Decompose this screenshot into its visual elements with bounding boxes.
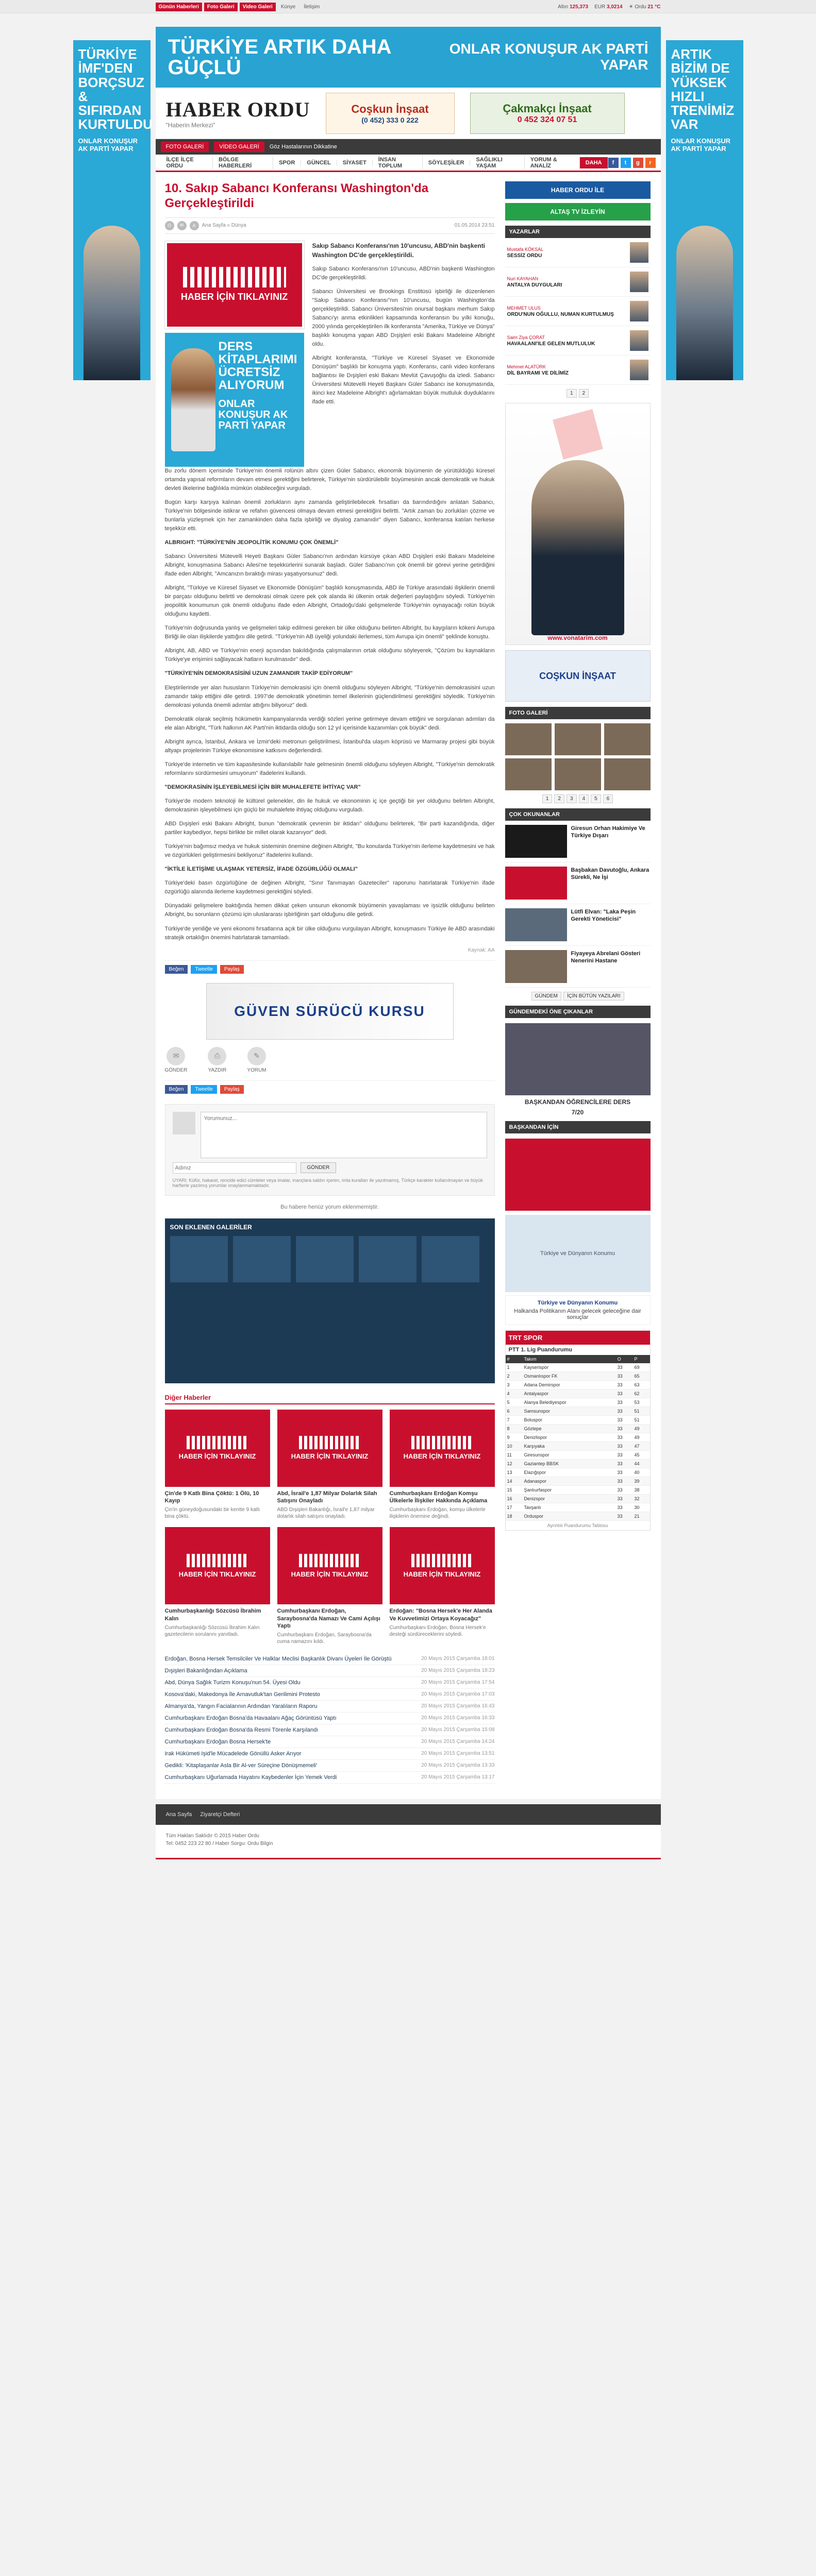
article-paragraph: Eleştirilerinde yer alan hususların Türkiye'nin demokrasisi için önemli olduğunu söyleyen Albright, "Türkiye'nin demokrasisini uzun zamandır takip ettiğini dile getirdi. 1997'de demokratik yönetimin temel ilkelerinin güçlendirilmesi gerektiğini söyledik. Türkiye'nin demokrasi yolunda önemli adımlar attığını biliyoruz" dedi.: [164, 684, 495, 708]
table-cell: 49: [633, 1433, 650, 1442]
table-cell: Kayserispor: [522, 1363, 615, 1372]
author-item[interactable]: Saim Ziya ÇORAT HAVAALANI'ILE GELEN MUTLULUK: [505, 326, 651, 355]
ad-url: www.vonatarim.com: [547, 634, 608, 641]
table-cell: 15: [506, 1486, 523, 1495]
table-cell: 11: [506, 1451, 523, 1460]
table-cell: 47: [633, 1442, 650, 1451]
featured-title: BAŞKANDAN ÖĞRENCİLERE DERS: [524, 1098, 631, 1106]
table-cell: 38: [633, 1486, 650, 1495]
site-header: [156, 88, 661, 139]
article-paragraph: Türkiye'de internetin ve tüm kapasitesinde kullanılabilir hale gelmesinin önemli olduğunu söyleyen Albright, "Türkiye'nin demokratik reformlarını sürdürmesini umuyorum" ifadelerini kullandı.: [164, 761, 495, 776]
other-news: [165, 1394, 495, 1784]
table-cell: 2: [506, 1372, 523, 1381]
sidebar-tv-ad[interactable]: HABER ORDU İLE: [505, 181, 651, 199]
table-row: [506, 1372, 650, 1381]
table-cell: 33: [616, 1486, 633, 1495]
list-item[interactable]: Kosova'daki, Makedonya İle Arnavutluk'tan Gerilimini Protesto 20 Mayıs 2015 Çarşamba 17:03: [165, 1689, 495, 1701]
table-cell: 3: [506, 1381, 523, 1389]
table-row: [506, 1381, 650, 1389]
table-cell: 33: [616, 1372, 633, 1381]
right-skyscraper-ad[interactable]: [666, 40, 743, 380]
list-item[interactable]: Dışişleri Bakanlığından Açıklama 20 Mayıs 2015 Çarşamba 18:23: [165, 1665, 495, 1677]
other-news-title: Diğer Haberler: [165, 1394, 495, 1404]
league-title: PTT 1. Lig Puandurumu: [508, 1347, 572, 1353]
nav-item-insan[interactable]: İNSAN TOPLUM: [373, 157, 423, 169]
tweet-button[interactable]: Tweetle: [191, 965, 217, 974]
table-cell: 33: [616, 1433, 633, 1442]
table-cell: Şanlıurfaspor: [522, 1486, 615, 1495]
site-logo[interactable]: HABER ORDU "Haberin Merkezi": [165, 98, 310, 129]
table-cell: 33: [616, 1381, 633, 1389]
table-cell: Karşıyaka: [522, 1442, 615, 1451]
printer-icon: ⎙: [208, 1047, 226, 1065]
table-cell: 33: [616, 1416, 633, 1425]
submit-comment-button[interactable]: GÖNDER: [301, 1162, 337, 1173]
table-cell: 4: [506, 1389, 523, 1398]
nav-item-bolge[interactable]: BÖLGE HABERLERİ: [213, 157, 273, 169]
info-box: Türkiye ve Dünyanın Konumu Halkanda Politikanın Alanı gelecek geleceğine dair sonuçlar: [505, 1295, 651, 1325]
social-icons: [608, 158, 656, 168]
comment-icon: ✎: [247, 1047, 266, 1065]
most-read-heading: ÇOK OKUNANLAR: [505, 808, 651, 821]
table-cell: 49: [633, 1425, 650, 1433]
send-action[interactable]: ✉ GÖNDER: [165, 1047, 188, 1073]
table-cell: Gaziantep BBSK: [522, 1460, 615, 1468]
table-cell: 9: [506, 1433, 523, 1442]
table-cell: 63: [633, 1381, 650, 1389]
barcode-graphic: [183, 267, 286, 287]
top-banner-ad[interactable]: [156, 27, 661, 88]
left-skyscraper-ad[interactable]: [73, 40, 151, 380]
table-cell: 33: [616, 1451, 633, 1460]
article-paragraph: ABD Dışişleri eski Bakanı Albright, bunun "demokratik çevrenin bir iktidarı" olduğunu belirterek, "Bir parti kazandığında, diğer partiler kaybediyor, hepsi birlikte bir millet olarak kazanıyor" dedi.: [164, 821, 495, 836]
featured-photo[interactable]: [505, 1023, 651, 1095]
table-row: [506, 1407, 650, 1416]
table-row: [506, 1468, 650, 1477]
table-cell: Boluspor: [522, 1416, 615, 1425]
list-item[interactable]: Erdoğan, Bosna Hersek Temsilciler Ve Halklar Meclisi Başkanlık Divanı Üyeleri İle Görüştü 20 Mayıs 2015 Çarşamba 18:01: [165, 1653, 495, 1665]
table-cell: 53: [633, 1398, 650, 1407]
euro-rate: EUR 3,0214: [594, 4, 623, 10]
article-subheading: "İKTİLE İLETİŞİME ULAŞMAK YETERSİZ, İFADE ÖZGÜRLÜĞÜ OLMALI": [164, 866, 358, 873]
table-cell: 62: [633, 1389, 650, 1398]
table-cell: 51: [633, 1407, 650, 1416]
avatar: [630, 360, 648, 380]
table-cell: 33: [616, 1398, 633, 1407]
news-card[interactable]: HABER İÇİN TIKLAYINIZ Erdoğan: "Bosna Hersek'e Her Alanda Ve Kuvvetimizi Ortaya Koyacağız" Cumhurbaşkanı Erdoğan, Bosna Hersek'e desteği sürdüreceklerini söyledi.: [390, 1527, 495, 1645]
article-paragraph: Sabancı Üniversitesi ve Brookings Enstitüsü işbirliği ile düzenlenen "Sakıp Sabancı Konferansı"nın 10'uncusu, bugün Washington'da gerçekleştirildi. Sabancı Üniversitesi'nin onursal başkanı merhum Sakıp Sabancı'yı anma etkinlikleri kapsamında konferansın bu yılki konuğu, 2000 yılında gerçekleştirilen ilk konferansta "Amerika, Türkiye ve Dünya" başlıklı konuşma yapan ABD Dışişleri eski Bakanı Madeleine Albright oldu.: [312, 288, 495, 347]
article-source: Kaynak: AA: [468, 947, 495, 953]
league-brand: TRT SPOR: [506, 1331, 650, 1345]
nav-item-ilce[interactable]: İLÇE İLÇE ORDU: [161, 157, 213, 169]
driving-school-ad[interactable]: GÜVEN SÜRÜCÜ KURSU: [206, 983, 454, 1040]
list-item[interactable]: Almanya'da, Yangın Facialarının Ardından Yaralıların Raporu 20 Mayıs 2015 Çarşamba 16:43: [165, 1701, 495, 1713]
header-ad-cakmakci[interactable]: Çakmakçı İnşaat 0 452 324 07 51: [470, 93, 625, 134]
map-image[interactable]: Türkiye ve Dünyanın Konumu: [505, 1215, 651, 1292]
latest-galleries: [165, 1218, 495, 1383]
article-paragraph: Albright konferansta, "Türkiye ve Küresel Siyaset ve Ekonomide Dönüşüm" başlıklı bir konuşma yaptı. Konferansı, canlı video konferans bağlantısı ile Dışişleri eski Bakanı Mevlüt Çavuşoğlu da izledi. Sabancı Üniversitesi Mütevelli Heyeti Başkanı Güler Sabancı ise konuşmasında, ikinci kez Madeleine Albright'ı ağırlamaktan büyük mutluluk duyduklarını ifade etti.: [312, 355, 495, 405]
article-paragraph: Albright ayrıca, İstanbul, Ankara ve İzmir'deki metronun geliştirilmesi, İstanbul'da ulaşım köprüsü ve Marmaray projesi gibi büyük altyapı projelerinin Türkiye ekonomisine katkısını değerlendirdi.: [164, 738, 495, 754]
sidebar: [505, 181, 651, 1784]
table-cell: 5: [506, 1398, 523, 1407]
table-cell: 69: [633, 1363, 650, 1372]
nav-item-spor[interactable]: SPOR: [273, 160, 301, 166]
avatar: [630, 272, 648, 292]
table-cell: Giresunspor: [522, 1451, 615, 1460]
news-click-ad[interactable]: HABER İÇİN TIKLAYINIZ: [165, 241, 304, 329]
photo-gallery-link[interactable]: FOTO GALERİ: [161, 142, 209, 152]
map-heading: BAŞKANDAN İÇİN: [505, 1121, 651, 1133]
news-card[interactable]: HABER İÇİN TIKLAYINIZ Cumhurbaşkanı Erdoğan Komşu Ülkelerle İlişkiler Hakkında Açıklama Cumhurbaşkanı Erdoğan, komşu ülkelerle ilişkilerin önemine değindi.: [390, 1410, 495, 1520]
table-cell: 30: [633, 1503, 650, 1512]
article-subheading: "TÜRKİYE'NİN DEMOKRASİSİNİ UZUN ZAMANDIR TAKİP EDİYORUM": [164, 670, 353, 677]
table-cell: 40: [633, 1468, 650, 1477]
photo-thumb[interactable]: [604, 758, 651, 790]
page-button[interactable]: 1: [542, 794, 553, 803]
most-read-nav: [505, 992, 651, 1001]
article-subheading: ALBRIGHT: "TÜRKİYE'NİN JEOPOLİTİK KONUMU ÇOK ÖNEMLİ": [164, 539, 339, 546]
right-ad-slogan: ONLAR KONUŞUR AK PARTİ YAPAR: [671, 137, 731, 153]
table-row: [506, 1363, 650, 1372]
footer-link-guestbook[interactable]: Ziyaretçi Defteri: [200, 1811, 240, 1818]
table-cell: 21: [633, 1512, 650, 1521]
sun-icon: ☀: [628, 4, 634, 10]
table-row: [506, 1451, 650, 1460]
table-cell: 13: [506, 1468, 523, 1477]
table-cell: 44: [633, 1460, 650, 1468]
google-plus-icon[interactable]: g: [633, 158, 643, 168]
table-cell: 7: [506, 1416, 523, 1425]
table-cell: 33: [616, 1477, 633, 1486]
table-cell: 14: [506, 1477, 523, 1486]
right-ad-headline: ARTIK BİZİM DE YÜKSEK HIZLI TRENİMİZ VAR: [671, 46, 735, 132]
page-button[interactable]: 6: [603, 794, 613, 803]
table-cell: 33: [616, 1407, 633, 1416]
page-button[interactable]: 5: [591, 794, 601, 803]
nav-item-guncel[interactable]: GÜNCEL: [301, 160, 337, 166]
list-item[interactable]: Cumhurbaşkanı Erdoğan Bosna'da Havaalanı Ağaç Görüntüsü Yaptı 20 Mayıs 2015 Çarşamba 16:33: [165, 1713, 495, 1724]
article-top: [165, 241, 495, 467]
article-actions: [165, 1047, 495, 1073]
table-row: [506, 1389, 650, 1398]
article-paragraph: Sakıp Sabancı Konferansı'nın 10'uncusu, ABD'nin başkenti Washington DC'de gerçekleştirildi.: [312, 265, 495, 281]
comment-rules: UYARI: Küfür, hakaret, rencide edici cümleler veya imalar, inançlara saldırı içeren, imla kuralları ile yazılmamış, Türkçe karakter kullanılmayan ve büyük harflerle yazılmış yorumlar onaylanmamaktadır.: [172, 1177, 483, 1188]
article-paragraph: Türkiye'nin bağımsız medya ve hukuk sisteminin önemine değinen Albright, "Bu konularda Türkiye'nin ilerleme kaydetmesini ve hak ve özgürlükleri geliştirmesini bekliyoruz" ifadelerini kullandı.: [164, 843, 495, 859]
topbar-link-contact[interactable]: İletişim: [304, 4, 320, 10]
sidebar-coskun-ad[interactable]: COŞKUN İNŞAAT: [505, 650, 651, 702]
photo-thumb[interactable]: [604, 723, 651, 755]
banner-right-text: ONLAR KONUŞUR AK PARTİ YAPAR: [449, 41, 648, 73]
article-paragraph: Bugün karşı karşıya kalınan önemli zorlukların aynı zamanda geliştirilebilecek fırsatları da barındırdığını anlatan Sabancı, Türkiye'nin bölgesinde istikrar ve refahın güvencesi olmaya devam etmesi gerektiğini belirtti. "Artık zaman bu zorlukları çözme ve bunlarla yüzleşmek için her zamankinden daha fazla işbirliği ve diyalog zamanıdır" diyen Sabancı, konferansa katılan herkese teşekkür etti.: [164, 499, 495, 532]
table-cell: 12: [506, 1460, 523, 1468]
table-cell: 33: [616, 1442, 633, 1451]
table-cell: 33: [616, 1468, 633, 1477]
gallery-thumb[interactable]: [422, 1236, 479, 1282]
table-cell: 33: [616, 1512, 633, 1521]
author-item[interactable]: Mehmet ALATÜRK DİL BAYRAMI VE DİLİMİZ: [505, 355, 651, 385]
author-item[interactable]: Nuri KAYAHAN ANTALYA DUYGULARI: [505, 267, 651, 297]
table-cell: Denizspor: [522, 1495, 615, 1503]
page-content: [156, 172, 661, 1799]
table-row: [506, 1416, 650, 1425]
share-button[interactable]: Paylaş: [220, 965, 244, 974]
list-item[interactable]: Abd, Dünya Sağlık Turizm Konuşu'nun 54. Üyesi Oldu 20 Mayıs 2015 Çarşamba 17:54: [165, 1677, 495, 1689]
article-paragraph: Dünyadaki gelişmelere baktığında hemen dikkat çeken unsurun ekonomik büyümenin yavaşlaması ve işsizlik olduğunu belirten Albright, bu sorunların çözümü için uluslararası işbirliğinin şart olduğunu dile getirdi.: [164, 903, 495, 918]
table-cell: Orduspor: [522, 1512, 615, 1521]
article-paragraph: Türkiye'deki basın özgürlüğüne de değinen Albright, "Sınır Tanımayan Gazeteciler" raporunu hatırlatarak Türkiye'nin ifade özgürlüğü alanında ilerleme kaydetmesi gerektiğini söyledi.: [164, 880, 495, 895]
footer-info: [156, 1825, 661, 1859]
contact-info: Tel: 0452 223 22 80 / Haber Sorgu: Ordu Bilgin: [165, 1841, 273, 1847]
font-size-icon[interactable]: A: [190, 221, 199, 230]
left-ad-headline: TÜRKİYE İMF'DEN BORÇSUZ & SIFIRDAN KURTULDU: [78, 46, 153, 132]
photo-thumb[interactable]: [505, 723, 552, 755]
table-row: [506, 1442, 650, 1451]
mail-icon[interactable]: ✉: [177, 221, 187, 230]
print-icon[interactable]: ⎙: [165, 221, 174, 230]
news-card[interactable]: HABER İÇİN TIKLAYINIZ Çin'de 9 Katlı Bina Çöktü: 1 Ölü, 10 Kayıp Çin'in güneydoğusundaki bir kentte 9 katlı bina çöktü.: [165, 1410, 270, 1520]
table-cell: 33: [616, 1503, 633, 1512]
party-logo: [553, 409, 603, 460]
table-cell: 6: [506, 1407, 523, 1416]
league-table: TRT SPOR PTT 1. Lig Puandurumu # Takım O P 1 Kayserispor 33 69 2 Osmanlıspor FK 33 65 3 Adana Demirspor 33 63 4 Antalyaspor 33 62 5 Alanya Belediyespor 33 53 6 Samsunspor 33 51 7 Boluspor 33 51 8 Göztepe 33 49 9 Denizlispor 33 49 10 Karşıyaka 33 47 11 Giresunspor 33 45 12 Gaziantep BBSK 33 44 13 Elazığspor 33 40 14 Adanaspor 33 39 15 Şanlıurfaspor 33 38 16 Denizspor 33 32 17 Tavşanlı 33 30 18 Orduspor 33 21 Ayrıntılı Puandurumu Tablosu: [505, 1330, 651, 1531]
gallery-thumb[interactable]: [170, 1236, 228, 1282]
topbar-link-photo[interactable]: Foto Galeri: [204, 3, 238, 11]
table-cell: Osmanlıspor FK: [522, 1372, 615, 1381]
gallery-title: SON EKLENEN GALERİLER: [170, 1223, 252, 1231]
facebook-like-button[interactable]: Beğen: [165, 965, 188, 974]
featured-heading: GÜNDEMDEKİ ÖNE ÇIKANLAR: [505, 1006, 651, 1018]
most-read-item[interactable]: Lütfi Elvan: "Laka Peşin Gerekti Yöneticisi": [505, 904, 651, 946]
article-paragraph: Sabancı Üniversitesi Mütevelli Heyeti Başkanı Güler Sabancı'nın ardından kürsüye çıkan ABD Dışişleri eski Bakanı Madeleine Albright, konuşmasına Sabancı Ailesi'ne teşekkürlerini sunarak başladı. Güler Sabancı'nın çok önemli bir görevi yerine getirdiğini ifade eden Albright, "Amcanızın bıraktığı mirası yaşatıyorsunuz" dedi.: [164, 553, 495, 578]
page-button[interactable]: 3: [567, 794, 577, 803]
article-paragraph: Demokratik olarak seçilmiş hükümetin kampanyalarında verdiği sözleri yerine getirmeye devam ettiğini ve sorgulanan adımları da ele alan Albright, "Türk halkının AK Parti'nin iktidarda olduğu son 12 yıl içerisinde kazanımları çok büyük" dedi.: [164, 716, 495, 731]
tweet-button[interactable]: Tweetle: [191, 1085, 217, 1094]
politician-photo: [531, 460, 624, 635]
table-row: [506, 1433, 650, 1442]
table-cell: 51: [633, 1416, 650, 1425]
most-read-item[interactable]: Giresun Orhan Hakimiye Ve Türkiye Dışarı: [505, 821, 651, 862]
most-read-item[interactable]: Fiyayeya Abrelani Gösteri Nenerini Hastane: [505, 946, 651, 988]
table-cell: 17: [506, 1503, 523, 1512]
nav-item-soylesi[interactable]: SÖYLEŞİLER: [423, 160, 471, 166]
textbook-ad[interactable]: DERS KİTAPLARIMI ÜCRETSİZ ALIYORUM ONLAR KONUŞUR AK PARTİ YAPAR: [165, 333, 304, 467]
table-row: [506, 1495, 650, 1503]
article-date: 01.05.2014 23:51: [454, 223, 495, 229]
table-cell: 39: [633, 1477, 650, 1486]
news-ticker[interactable]: Göz Hastalarının Dikkatine: [269, 144, 337, 150]
table-cell: 33: [616, 1363, 633, 1372]
comment-textarea[interactable]: [201, 1112, 487, 1158]
facebook-like-button[interactable]: Beğen: [165, 1085, 188, 1094]
page-button[interactable]: 2: [579, 389, 589, 398]
table-cell: 33: [616, 1495, 633, 1503]
share-button[interactable]: Paylaş: [220, 1085, 244, 1094]
table-row: [506, 1477, 650, 1486]
table-cell: Elazığspor: [522, 1468, 615, 1477]
list-item[interactable]: Irak Hükümeti Işid'le Mücadelede Gönüllü Asker Arıyor 20 Mayıs 2015 Çarşamba 13:51: [165, 1748, 495, 1760]
table-cell: 45: [633, 1451, 650, 1460]
name-input[interactable]: [173, 1162, 296, 1174]
table-row: [506, 1398, 650, 1407]
share-bar: [165, 960, 495, 978]
facebook-icon[interactable]: f: [608, 158, 619, 168]
main-column: [165, 181, 495, 1784]
article-paragraph: Türkiye'de modern teknoloji ile kültürel gelenekler, din ile hukuk ve ekonominin iç içe geçtiği bir yer olduğunu belirten Albright, demokrasinin işleyebilmesi için güçlü bir muhalefete ihtiyaç olduğunu vurguladı.: [164, 798, 495, 814]
table-cell: 1: [506, 1363, 523, 1372]
page-button[interactable]: 4: [579, 794, 589, 803]
photo-gallery-heading: FOTO GALERİ: [505, 707, 651, 719]
table-cell: 65: [633, 1372, 650, 1381]
nav-item-more[interactable]: DAHA: [580, 157, 608, 168]
table-cell: 33: [616, 1460, 633, 1468]
photo-thumb[interactable]: [505, 758, 552, 790]
article-title: 10. Sakıp Sabancı Konferansı Washington'da Gerçekleştirildi: [164, 181, 429, 210]
student-photo: [171, 348, 215, 451]
most-read-item[interactable]: Başbakan Davutoğlu, Ankara Sürekli, Ne İşi: [505, 862, 651, 904]
table-row: [506, 1460, 650, 1468]
left-ad-slogan: ONLAR KONUŞUR AK PARTİ YAPAR: [78, 137, 138, 153]
footer-nav: [156, 1804, 661, 1825]
gallery-thumb[interactable]: [296, 1236, 354, 1282]
topbar-link-video[interactable]: Video Galeri: [240, 3, 276, 11]
authors-pager: [505, 389, 651, 398]
twitter-icon[interactable]: t: [621, 158, 631, 168]
table-cell: 33: [616, 1425, 633, 1433]
article-paragraph: Albright, AB, ABD ve Türkiye'nin enerji açısından bakıldığında çalışmalarının ortak olduğunu söyleyerek, "Çözüm bu kaynakların Türkiye'ye erişimini sağlayacak hatların kurulmasıdır" dedi.: [164, 648, 495, 663]
article-lead: Sakıp Sabancı Konferansı'nın 10'uncusu, ABD'nin başkenti Washington DC'de gerçekleştirildi.: [312, 242, 486, 259]
gallery-thumb[interactable]: [233, 1236, 291, 1282]
table-cell: Alanya Belediyespor: [522, 1398, 615, 1407]
prev-button[interactable]: GÜNDEM: [531, 992, 561, 1001]
topbar-link-daily[interactable]: Günün Haberleri: [156, 3, 202, 11]
news-card[interactable]: HABER İÇİN TIKLAYINIZ Cumhurbaşkanı Erdoğan, Saraybosna'da Namazı Ve Cami Açılışı Yaptı Cumhurbaşkanı Erdoğan, Saraybosna'da cuma namazını kıldı.: [277, 1527, 382, 1645]
nav-item-saglik[interactable]: SAĞLIKLI YAŞAM: [470, 157, 524, 169]
weather-info: ☀ Ordu 21 °C: [628, 4, 661, 10]
table-cell: 16: [506, 1495, 523, 1503]
nav-item-yorum[interactable]: YORUM & ANALİZ: [525, 157, 580, 169]
banner-left-text: TÜRKİYE ARTIK DAHA GÜÇLÜ: [168, 36, 391, 79]
sidebar-altas-ad[interactable]: ALTAŞ TV İZLEYİN: [505, 203, 651, 221]
article-meta: [165, 217, 495, 234]
no-comments-text: Bu habere henüz yorum eklenmemiştir.: [280, 1204, 379, 1210]
slide-counter: 7/20: [571, 1109, 584, 1116]
inline-ads: [165, 241, 304, 467]
share-bar-bottom: [165, 1080, 495, 1098]
table-cell: 33: [616, 1389, 633, 1398]
authors-heading: YAZARLAR: [505, 226, 651, 238]
send-icon: ✉: [166, 1047, 185, 1065]
nav-item-siyaset[interactable]: SİYASET: [337, 160, 373, 166]
comment-action[interactable]: ✎ YORUM: [247, 1047, 266, 1073]
table-cell: Adanaspor: [522, 1477, 615, 1486]
table-cell: 32: [633, 1495, 650, 1503]
video-gallery-link[interactable]: VİDEO GALERİ: [214, 142, 264, 152]
table-row: [506, 1425, 650, 1433]
news-card[interactable]: HABER İÇİN TIKLAYINIZ Abd, İsrail'e 1,87 Milyar Dolarlık Silah Satışını Onayladı ABD Dışişleri Bakanlığı, İsrail'e 1,87 milyar dolarlık silah satışını onayladı.: [277, 1410, 382, 1520]
topbar-info: [558, 4, 660, 10]
header-ad-coskun[interactable]: Coşkun İnşaat (0 452) 333 0 222: [326, 93, 455, 134]
table-row: [506, 1486, 650, 1495]
politician-photo: [676, 226, 733, 380]
list-item[interactable]: Cumhurbaşkanı Uğurlamada Hayatını Kaybedenler İçin Yemek Verdi 20 Mayıs 2015 Çarşamba 13:17: [165, 1772, 495, 1784]
avatar: [630, 330, 648, 351]
article-paragraph: Türkiye'nin doğrusunda yanlış ve gelişmeleri takip edilmesi gereken bir ülke olduğunu belirten Albright, bu kaygıların kökeni Avrupa Birliği ile olan ilişkilerde yattığını dile getirdi. "Türkiye'nin AB üyeliği yolundaki ilerlemesi, tüm Avrupa için önemli" şeklinde konuştu.: [164, 625, 495, 640]
table-cell: Tavşanlı: [522, 1503, 615, 1512]
league-details-link[interactable]: Ayrıntılı Puandurumu Tablosu: [547, 1523, 608, 1528]
page-button[interactable]: 2: [554, 794, 564, 803]
author-item[interactable]: Mustafa KÖKSAL SESSİZ ORDU: [505, 238, 651, 267]
news-card[interactable]: HABER İÇİN TIKLAYINIZ Cumhurbaşkanlığı Sözcüsü İbrahim Kalın Cumhurbaşkanlığı Sözcüsü İbrahim Kalın gazetecilerin sorularını yanıtladı.: [165, 1527, 270, 1645]
comment-form: [165, 1104, 495, 1196]
table-cell: 18: [506, 1512, 523, 1521]
photo-thumb[interactable]: [555, 758, 601, 790]
table-cell: Samsunspor: [522, 1407, 615, 1416]
print-action[interactable]: ⎙ YAZDIR: [208, 1047, 226, 1073]
footer-link-home[interactable]: Ana Sayfa: [165, 1811, 192, 1818]
photo-pager: [505, 794, 651, 803]
author-item[interactable]: MEHMET ULUS ORDU'NUN OĞULLU, NUMAN KURTULMUŞ: [505, 297, 651, 326]
table-cell: Antalyaspor: [522, 1389, 615, 1398]
article-paragraph: Bu zorlu dönem içerisinde Türkiye'nin önemli rolünün altını çizen Güler Sabancı, ekonomik büyümenin de yürütüldüğü küresel ortamda yapısal reformların devam etmesi gerektiğini belirterek, Türkiye'nin sürdürülebilir büyümesinin ancak demokratik ve hukuk devleti ilkelerine bağlılıkla mümkün olabileceğini vurguladı.: [164, 467, 495, 492]
copyright: Tüm Hakları Saklıdır © 2015 Haber Ordu: [165, 1833, 259, 1839]
article-subheading: "DEMOKRASİNİN İŞLEYEBİLMESİ İÇİN BİR MUHALEFETE İHTİYAÇ VAR": [164, 784, 361, 790]
article-paragraph: Türkiye'de yeniliğe ve yeni ekonomi fırsatlarına açık bir ülke olduğunu vurgulayan Albright, konuşmasını Türkiye ile ABD arasındaki stratejik ortaklığın önemini hatırlatarak tamamladı.: [164, 925, 495, 941]
avatar: [173, 1112, 195, 1134]
list-item[interactable]: Cumhurbaşkanı Erdoğan Bosna Hersek'te 20 Mayıs 2015 Çarşamba 14:24: [165, 1736, 495, 1748]
top-bar: [0, 0, 816, 13]
sidebar-political-ad[interactable]: [505, 403, 651, 645]
politician-photo: [84, 226, 140, 380]
list-item[interactable]: Gedikli: 'Kitaplaşanlar Asla Bir Al-ver Süreçine Dönüşmemeli' 20 Mayıs 2015 Çarşamba 13:33: [165, 1760, 495, 1772]
photo-gallery-grid: [505, 723, 651, 790]
map-ad[interactable]: [505, 1139, 651, 1211]
article-paragraph: Albright, "Türkiye ve Küresel Siyaset ve Ekonomide Dönüşüm" başlıklı konuşmasında, ABD ile Türkiye arasındaki ilişkilerin önemli bir parçası olduğunu belirtti ve demokrasi olmak üzere pek çok alanda iki ülkenin ortak değerleri paylaştığını söyledi. Türkiye'nin jeopolitik konumunun çok önemli olduğunu ifade eden Albright, Ortadoğu'daki gelişmelerde Türkiye'nin oynayacağı rolün büyük olduğunu kaydetti.: [164, 585, 495, 618]
next-button[interactable]: İÇİN BÜTÜN YAZILARI: [563, 992, 624, 1001]
photo-thumb[interactable]: [555, 723, 601, 755]
main-navigation: [156, 155, 661, 172]
list-item[interactable]: Cumhurbaşkanı Erdoğan Bosna'da Resmi Törenle Karşılandı 20 Mayıs 2015 Çarşamba 15:08: [165, 1724, 495, 1736]
breadcrumb[interactable]: Ana Sayfa » Dünya: [202, 223, 246, 229]
table-cell: Göztepe: [522, 1425, 615, 1433]
sub-navigation: [156, 139, 661, 155]
page-button[interactable]: 1: [567, 389, 577, 398]
gold-rate: Altın 125,373: [558, 4, 589, 10]
avatar: [630, 242, 648, 263]
table-cell: 10: [506, 1442, 523, 1451]
article-intro: [312, 241, 495, 467]
table-row: [506, 1503, 650, 1512]
topbar-link-kunye[interactable]: Künye: [280, 4, 296, 10]
news-list: [165, 1653, 495, 1784]
table-row: [506, 1512, 650, 1521]
gallery-thumb[interactable]: [359, 1236, 417, 1282]
table-cell: Denizlispor: [522, 1433, 615, 1442]
avatar: [630, 301, 648, 321]
table-cell: 8: [506, 1425, 523, 1433]
rss-icon[interactable]: r: [645, 158, 656, 168]
table-cell: Adana Demirspor: [522, 1381, 615, 1389]
